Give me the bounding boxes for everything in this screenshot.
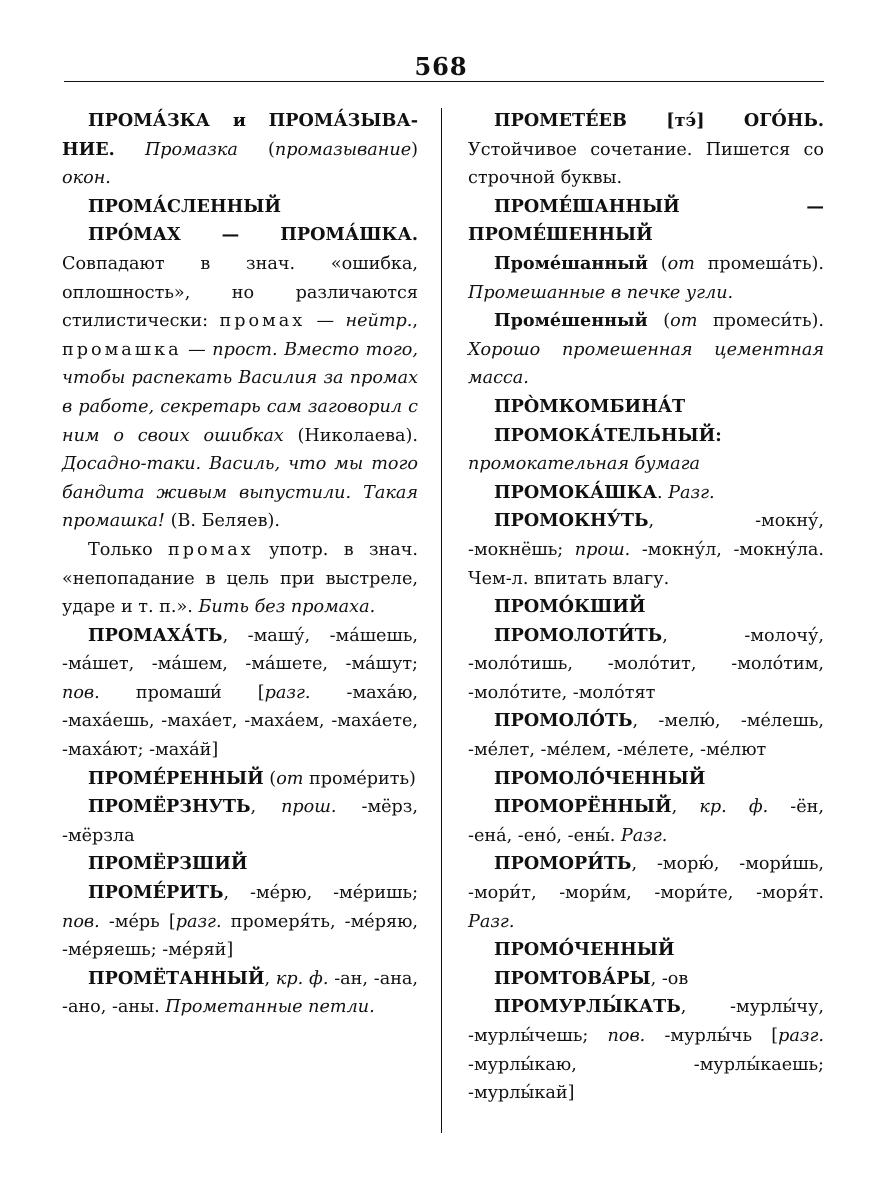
italic-text: пов. — [62, 911, 100, 932]
spaced-text: промах — [168, 539, 254, 560]
entry-text: проме́рить) — [303, 768, 416, 789]
dictionary-entry — [62, 765, 418, 794]
entry-text: промеша́ть). — [694, 253, 824, 274]
italic-text: пов. — [607, 1026, 646, 1046]
headword: ПРОМОРИ́ТЬ — [494, 853, 632, 875]
entry-text: , -мелю́, -ме́лешь, -ме́лет, -ме́лем, -ме́лете, -ме́лют — [468, 711, 824, 761]
headword: ПРОМОЛОТИ́ТЬ — [494, 624, 663, 646]
entry-text: Совпадают в знач. «ошибка, оплошность», но различаются стилистически: — [62, 253, 418, 332]
italic-text: нейтр. — [345, 311, 413, 332]
entry-text: ( — [263, 768, 277, 789]
italic-text: разг. — [175, 911, 222, 932]
entry-text: , -мурлы́чу, -мурлы́чешь; — [468, 997, 824, 1046]
entry-text: , -ов — [650, 968, 689, 989]
dictionary-entry — [62, 536, 418, 622]
dictionary-entry — [62, 622, 418, 765]
italic-text: прост. Вместо того, чтобы распекать Василия за промах в работе, секретарь сам заговорил с ним о своих ошибках — [62, 339, 418, 446]
italic-text: промокательная бумага — [468, 454, 700, 475]
entry-text: -мёрз, -мёрзла — [62, 797, 418, 846]
entry-text: -мурлы́каю, -мурлы́каешь; -мурлы́кай] — [468, 1054, 824, 1104]
italic-text: Досадно-таки. Василь, что мы того бандита живым выпустили. Такая промашка! — [62, 454, 418, 532]
headword: ПРОМА́ЗКА и ПРОМА́ЗЫВА-НИЕ. — [62, 110, 418, 160]
headword: ПРОМЕ́ШАННЫЙ — ПРОМЕ́ШЕННЫЙ — [468, 195, 824, 246]
dictionary-entry — [468, 765, 824, 794]
left-column — [62, 107, 418, 1022]
headword: ПРОМО́КШИЙ — [494, 596, 646, 618]
entry-text: -ён, -ена́, -ено́, -ены́. — [468, 797, 824, 846]
dictionary-entry — [468, 965, 824, 994]
headword: ПРОМО́ЧЕННЫЙ — [494, 939, 675, 961]
dictionary-entry — [62, 850, 418, 879]
entry-text: , — [671, 797, 700, 818]
dictionary-entry — [468, 993, 824, 1107]
entry-text: -ме́рь [ — [99, 911, 176, 932]
headword: ПРОМЁРЗШИЙ — [88, 853, 248, 875]
entry-text: Устойчивое сочетание. Пишется со строчной буквы. — [468, 139, 824, 189]
spaced-text: промашка — [62, 339, 182, 360]
entry-text: ( — [237, 139, 275, 160]
dictionary-entry — [468, 250, 824, 307]
entry-text: , — [264, 968, 276, 989]
headword: Проме́шенный — [494, 310, 648, 332]
dictionary-entry — [468, 422, 824, 479]
dictionary-entry — [468, 307, 824, 393]
dictionary-entry — [468, 107, 824, 193]
italic-text: Промешанные в печке угли. — [468, 282, 734, 303]
dictionary-entry — [62, 221, 418, 536]
italic-text: промазывание — [274, 139, 412, 160]
dictionary-entry — [62, 193, 418, 222]
header-rule — [64, 81, 824, 82]
italic-text: Прометанные петли. — [165, 997, 375, 1018]
italic-text: окон. — [62, 168, 111, 189]
italic-text: разг. — [778, 1026, 824, 1046]
headword: ПРОМТОВА́РЫ — [494, 967, 651, 989]
entry-text: -мурлы́чь [ — [645, 1026, 779, 1046]
italic-text: Разг. — [620, 825, 668, 846]
italic-text: Промазка — [144, 139, 238, 160]
dictionary-entry — [468, 507, 824, 593]
headword: ПРОМОКНУ́ТЬ — [494, 510, 649, 532]
italic-text: Бить без промаха. — [198, 597, 376, 618]
dictionary-entry — [468, 622, 824, 708]
dictionary-entry — [468, 936, 824, 965]
headword: ПРОМОРЁННЫЙ — [494, 796, 672, 818]
italic-text: от — [667, 253, 695, 274]
dictionary-entry — [62, 793, 418, 850]
headword: ПРОМЕ́РЕННЫЙ — [88, 767, 264, 789]
headword: ПРОМА́СЛЕННЫЙ — [88, 195, 281, 217]
headword: Проме́шанный — [494, 252, 648, 274]
italic-text: Разг. — [468, 911, 515, 932]
headword: ПРОМЕ́РИТЬ — [88, 882, 224, 904]
page-number: 568 — [414, 52, 468, 81]
dictionary-entry — [62, 879, 418, 965]
dictionary-entry — [468, 850, 824, 936]
entry-text: ( — [647, 311, 671, 332]
dictionary-entry — [62, 107, 418, 193]
headword: ПРОМОКА́ШКА — [494, 481, 657, 503]
column-divider — [441, 108, 442, 1133]
entry-text: Только — [88, 539, 169, 560]
entry-text: употр. в знач. «непопадание в цель при выстреле, ударе и т. п.». — [62, 539, 418, 618]
entry-text: промеси́ть). — [697, 311, 824, 332]
italic-text: кр. ф. — [699, 797, 769, 818]
entry-text: -маха́ю, -маха́ешь, -маха́ет, -маха́ем, -маха́ете, -маха́ют; -маха́й] — [62, 682, 418, 761]
entry-text: , -мокну́, -мокнёшь; — [468, 511, 824, 560]
entry-text: — — [181, 339, 213, 360]
headword: ПРОМЁРЗНУТЬ — [88, 796, 251, 818]
entry-text: -мокну́л, -мокну́ла. Чем-л. впитать влагу. — [468, 539, 825, 589]
entry-text: , -морю́, -мори́шь, -мори́т, -мори́м, -мори́те, -моря́т. — [468, 854, 824, 904]
spaced-text: промах — [219, 311, 306, 332]
right-column — [468, 107, 824, 1108]
italic-text: Хорошо промешенная цементная масса. — [468, 339, 824, 389]
italic-text: от — [670, 311, 698, 332]
headword: ПРОМЕТЕ́ЕВ [тэ́] ОГО́НЬ. — [494, 110, 824, 131]
italic-text: прош. — [281, 797, 337, 818]
headword: ПРОМОЛО́ТЬ — [494, 710, 633, 732]
entry-text: (В. Беляев). — [165, 511, 280, 532]
italic-text: кр. ф. — [275, 968, 329, 989]
headword: ПРО́МАХ — ПРОМА́ШКА. — [88, 224, 418, 246]
dictionary-entry — [468, 707, 824, 764]
headword: ПРОМЁТАННЫЙ — [88, 967, 265, 989]
italic-text: разг. — [264, 682, 311, 703]
italic-text: прош. — [574, 539, 631, 560]
italic-text: от — [276, 768, 304, 789]
entry-text: -ан, -ана, -ано, -аны. — [62, 968, 419, 1018]
entry-text: ) — [411, 139, 418, 160]
dictionary-entry — [468, 193, 824, 250]
entry-text: . — [656, 482, 669, 503]
entry-text — [115, 140, 145, 160]
dictionary-entry — [468, 393, 824, 422]
entry-text: , -ме́рю, -ме́ришь; — [223, 883, 418, 904]
entry-text: , — [250, 797, 282, 818]
italic-text: пов. — [62, 682, 100, 703]
dictionary-entry — [62, 965, 418, 1022]
entry-text: — — [305, 311, 346, 332]
entry-text: , -машу́, -ма́шешь, -ма́шет, -ма́шем, -ма́шете, -ма́шут; — [62, 625, 418, 675]
dictionary-entry — [468, 479, 824, 508]
headword: ПРОМОЛО́ЧЕННЫЙ — [494, 767, 706, 789]
headword: ПРОМУРЛЫ́КАТЬ — [494, 996, 681, 1018]
dictionary-entry — [468, 793, 824, 850]
headword: ПРОМОКА́ТЕЛЬНЫЙ: — [494, 424, 722, 446]
entry-text: промаши́ [ — [99, 682, 265, 703]
entry-text: ( — [647, 253, 668, 274]
headword: ПРО̀МКОМБИНА́Т — [494, 395, 686, 417]
headword: ПРОМАХА́ТЬ — [88, 624, 223, 646]
italic-text: Разг. — [668, 482, 715, 503]
entry-text: , -молочу́, -моло́тишь, -моло́тит, -моло́тим, -моло́тите, -моло́тят — [468, 625, 824, 703]
entry-text: промеря́ть, -ме́ряю, -ме́ряешь; -ме́ряй] — [62, 911, 418, 961]
entry-text: , — [412, 311, 418, 332]
dictionary-entry — [468, 593, 824, 622]
entry-text: (Николаева). — [283, 425, 418, 446]
